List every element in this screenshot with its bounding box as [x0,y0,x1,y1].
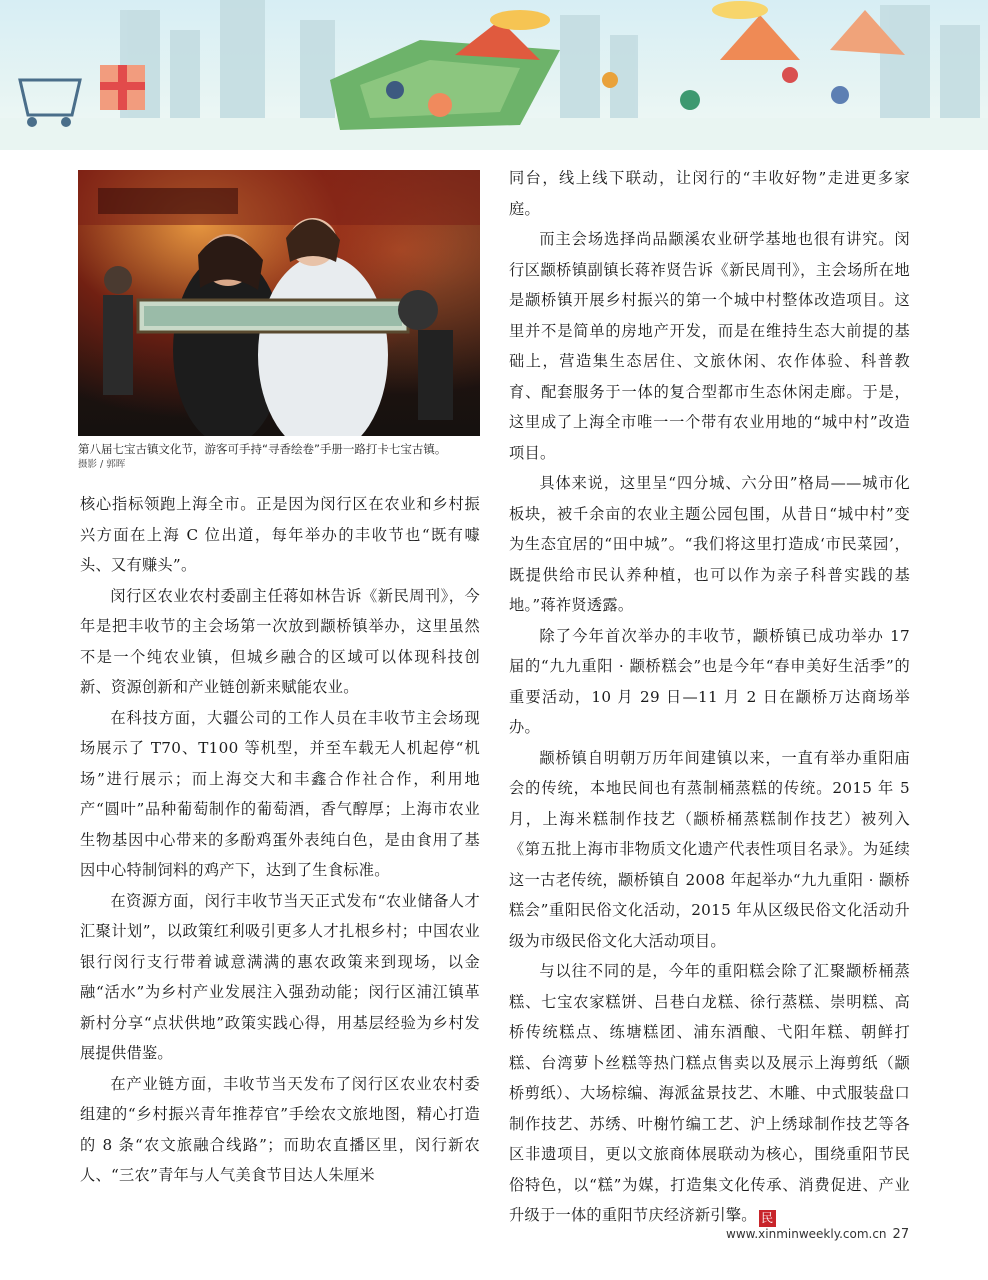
photo-scene [78,170,480,436]
header-banner-illustration [0,0,988,150]
paragraph: 具体来说，这里呈“四分城、六分田”格局——城市化板块，被千余亩的农业主题公园包围，从昔日“城中村”变为生态宜居的“田中城”。“我们将这里打造成‘市民菜园’，既提供给市民认养种植，也可以作为亲子科普实践的基地。”蒋祚贤透露。 [509,474,910,614]
paragraph-final [509,956,910,1231]
paragraph: 在资源方面，闵行丰收节当天正式发布“农业储备人才汇聚计划”，以政策红利吸引更多人才扎根乡村；中国农业银行闵行支行带着诚意满满的惠农政策来到现场，以金融“活水”为乡村产业发展注入强劲动能；闵行区浦江镇革新村分享“点状供地”政策实践心得，用基层经验为乡村发展提供借鉴。 [80,891,480,1062]
page-footer [726,1227,909,1242]
page-number: 27 [892,1227,910,1242]
festival-illustration [0,0,988,150]
photo-caption: 第八届七宝古镇文化节，游客可手持“寻香绘卷”手册一路打卡七宝古镇。 [78,442,447,456]
paragraph: 在产业链方面，丰收节当天发布了闵行区农业农村委组建的“乡村振兴青年推荐官”手绘农文旅地图，精心打造的 8 条“农文旅融合线路”；而助农直播区里，闵行新农人、“三农”青年与人气美食节目达人朱厘米 [80,1074,480,1184]
article-column-left [80,489,480,1191]
photo-caption-block [78,442,482,472]
paragraph: 闵行区农业农村委副主任蒋如林告诉《新民周刊》，今年是把丰收节的主会场第一次放到颛桥镇举办，这里虽然不是一个纯农业镇，但城乡融合的区域可以体现科技创新、资源创新和产业链创新来赋能农业。 [80,586,480,696]
photo-credit: 摄影 / 郭晖 [78,459,126,470]
article-photo [78,170,480,436]
article-column-right [509,163,910,1231]
paragraph: 除了今年首次举办的丰收节，颛桥镇已成功举办 17 届的“九九重阳 · 颛桥糕会”也是今年“春申美好生活季”的重要活动，10 月 29 日—11 月 2 日在颛桥万达商场举办。 [509,626,910,736]
paragraph-text: 与以往不同的是，今年的重阳糕会除了汇聚颛桥桶蒸糕、七宝农家糕饼、吕巷白龙糕、徐行蒸糕、崇明糕、高桥传统糕点、练塘糕团、浦东酒酿、弋阳年糕、朝鲜打糕、台湾萝卜丝糕等热门糕点售卖以及展示上海剪纸（颛桥剪纸）、大场棕编、海派盆景技艺、木雕、中式服装盘口制作技艺、苏绣、叶榭竹编工艺、沪上绣球制作技艺等各区非遗项目，更以文旅商体展联动为核心，围绕重阳节民俗特色，以“糕”为媒，打造集文化传承、消费促进、产业升级于一体的重阳节庆经济新引擎。 [509,962,910,1224]
paragraph: 核心指标领跑上海全市。正是因为闵行区在农业和乡村振兴方面在上海 C 位出道，每年举办的丰收节也“既有噱头、又有赚头”。 [80,495,480,574]
end-mark-icon: 民 [759,1210,776,1227]
paragraph: 而主会场选择尚品颛溪农业研学基地也很有讲究。闵行区颛桥镇副镇长蒋祚贤告诉《新民周刊》，主会场所在地是颛桥镇开展乡村振兴的第一个城中村整体改造项目。这里并不是简单的房地产开发，而是在维持生态大前提的基础上，营造集生态居住、文旅休闲、农作体验、科普教育、配套服务于一体的复合型都市生态休闲走廊。于是，这里成了上海全市唯一一个带有农业用地的“城中村”改造项目。 [509,230,910,462]
paragraph: 颛桥镇自明朝万历年间建镇以来，一直有举办重阳庙会的传统，本地民间也有蒸制桶蒸糕的传统。2015 年 5 月，上海米糕制作技艺（颛桥桶蒸糕制作技艺）被列入《第五批上海市非物质文化遗产代表性项目名录》。为延续这一古老传统，颛桥镇自 2008 年起举办“九九重阳 · 颛桥糕会”重阳民俗文化活动，2015 年从区级民俗文化活动升级为市级民俗文化大活动项目。 [509,748,910,950]
paragraph: 在科技方面，大疆公司的工作人员在丰收节主会场现场展示了 T70、T100 等机型，并至车载无人机起停“机场”进行展示；而上海交大和丰鑫合作社合作，利用地产“圆叶”品种葡萄制作的葡萄酒，香气醇厚；上海市农业生物基因中心带来的多酚鸡蛋外表纯白色，是由食用了基因中心特制饲料的鸡产下，达到了生食标准。 [80,708,480,879]
footer-url: www.xinminweekly.com.cn [726,1227,887,1241]
paragraph: 同台，线上线下联动，让闵行的“丰收好物”走进更多家庭。 [509,169,910,218]
